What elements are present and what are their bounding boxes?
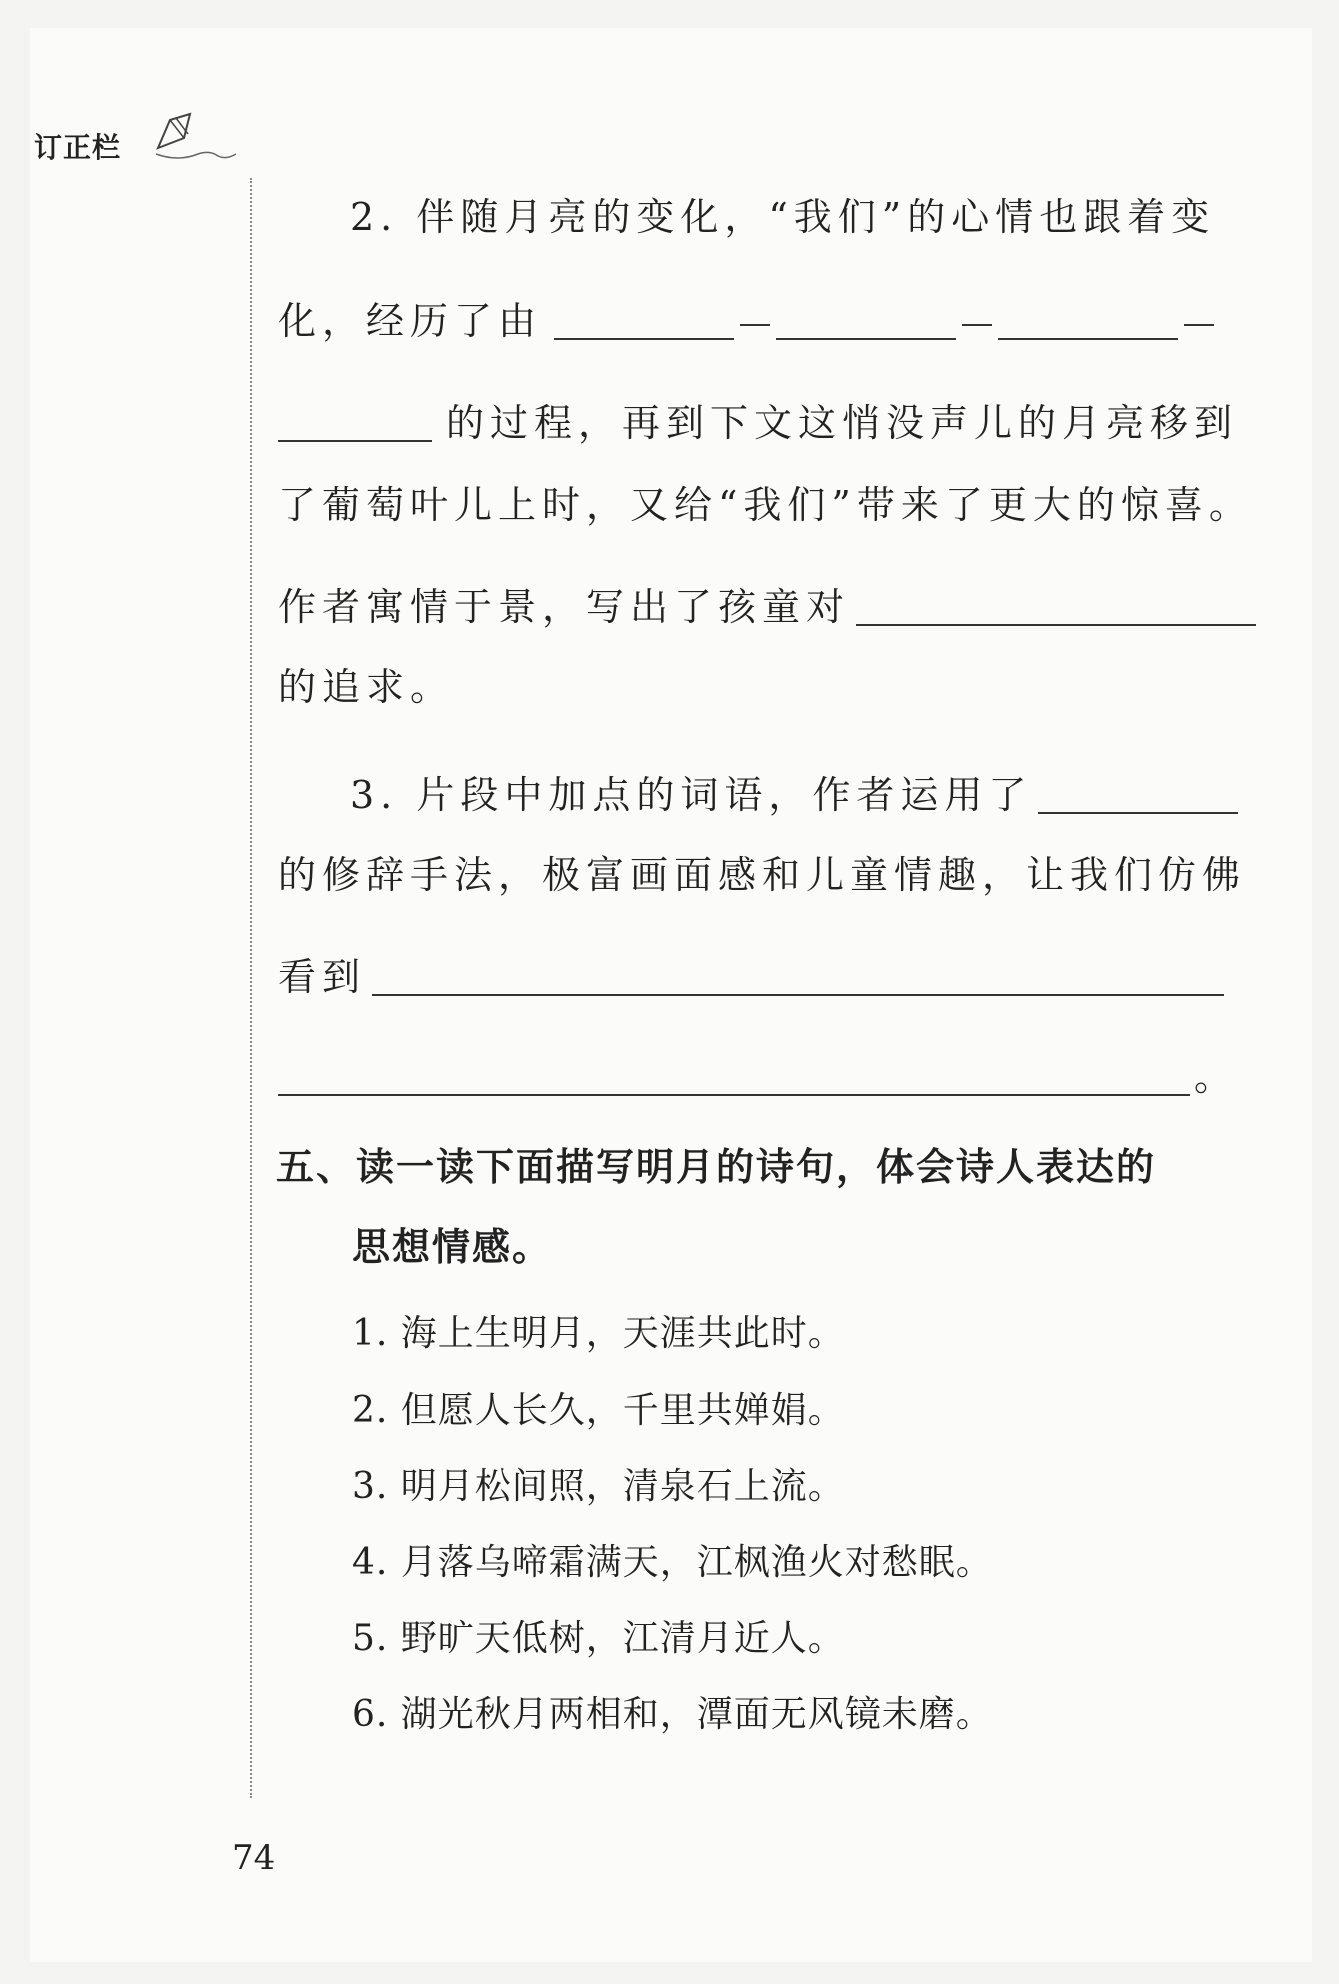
- q2-line3: [278, 401, 1239, 445]
- q3-blank-1[interactable]: [1038, 782, 1238, 814]
- q3-line4: [278, 1055, 1239, 1099]
- page-number: 74: [232, 1838, 276, 1878]
- q2-line6: 的追求。: [278, 665, 455, 709]
- poem-line-2: 2. 但愿人长久，千里共婵娟。: [352, 1390, 845, 1431]
- pencil-icon: [148, 108, 238, 168]
- poem-line-1: 1. 海上生明月，天涯共此时。: [352, 1313, 845, 1354]
- q2-line2-text: 化，经历了由: [278, 299, 543, 343]
- q2-line1: 2. 伴随月亮的变化，“我们”的心情也跟着变: [350, 195, 1216, 239]
- q2-line5: [278, 585, 1256, 629]
- section5-heading-line1: 五、读一读下面描写明月的诗句，体会诗人表达的: [276, 1145, 1157, 1189]
- q2-line4: 了葡萄叶儿上时，又给“我们”带来了更大的惊喜。: [278, 483, 1253, 527]
- q2-line3-text: 的过程，再到下文这悄没声儿的月亮移到: [446, 401, 1239, 445]
- poem-line-6: 6. 湖光秋月两相和，潭面无风镜未磨。: [352, 1694, 993, 1735]
- q3-line3-text: 看到: [278, 955, 367, 999]
- q2-blank-2[interactable]: [776, 308, 956, 340]
- q2-dash-3: [1184, 324, 1214, 326]
- q3-line3: [278, 955, 1224, 999]
- q3-line4-end: 。: [1194, 1055, 1239, 1099]
- section5-heading-line2: 思想情感。: [352, 1225, 553, 1269]
- q3-blank-2[interactable]: [372, 964, 1224, 996]
- poem-line-3: 3. 明月松间照，清泉石上流。: [352, 1466, 845, 1507]
- q3-line1: [350, 773, 1238, 817]
- q2-dash-2: [962, 324, 992, 326]
- q2-blank-5[interactable]: [856, 594, 1256, 626]
- q2-blank-3[interactable]: [998, 308, 1178, 340]
- q2-line2: [278, 299, 1220, 343]
- q2-blank-4[interactable]: [278, 410, 432, 442]
- q2-line5-text: 作者寓情于景，写出了孩童对: [278, 585, 851, 629]
- q3-blank-3[interactable]: [278, 1064, 1190, 1096]
- poem-line-5: 5. 野旷天低树，江清月近人。: [352, 1618, 845, 1659]
- margin-divider: [250, 178, 252, 1798]
- q3-line2: 的修辞手法，极富画面感和儿童情趣，让我们仿佛: [278, 853, 1247, 897]
- q2-blank-1[interactable]: [554, 308, 734, 340]
- q3-line1-text: 3. 片段中加点的词语，作者运用了: [350, 773, 1033, 817]
- poem-line-4: 4. 月落乌啼霜满天，江枫渔火对愁眠。: [352, 1542, 993, 1583]
- correction-column-label: 订正栏: [34, 131, 122, 164]
- q2-dash-1: [740, 324, 770, 326]
